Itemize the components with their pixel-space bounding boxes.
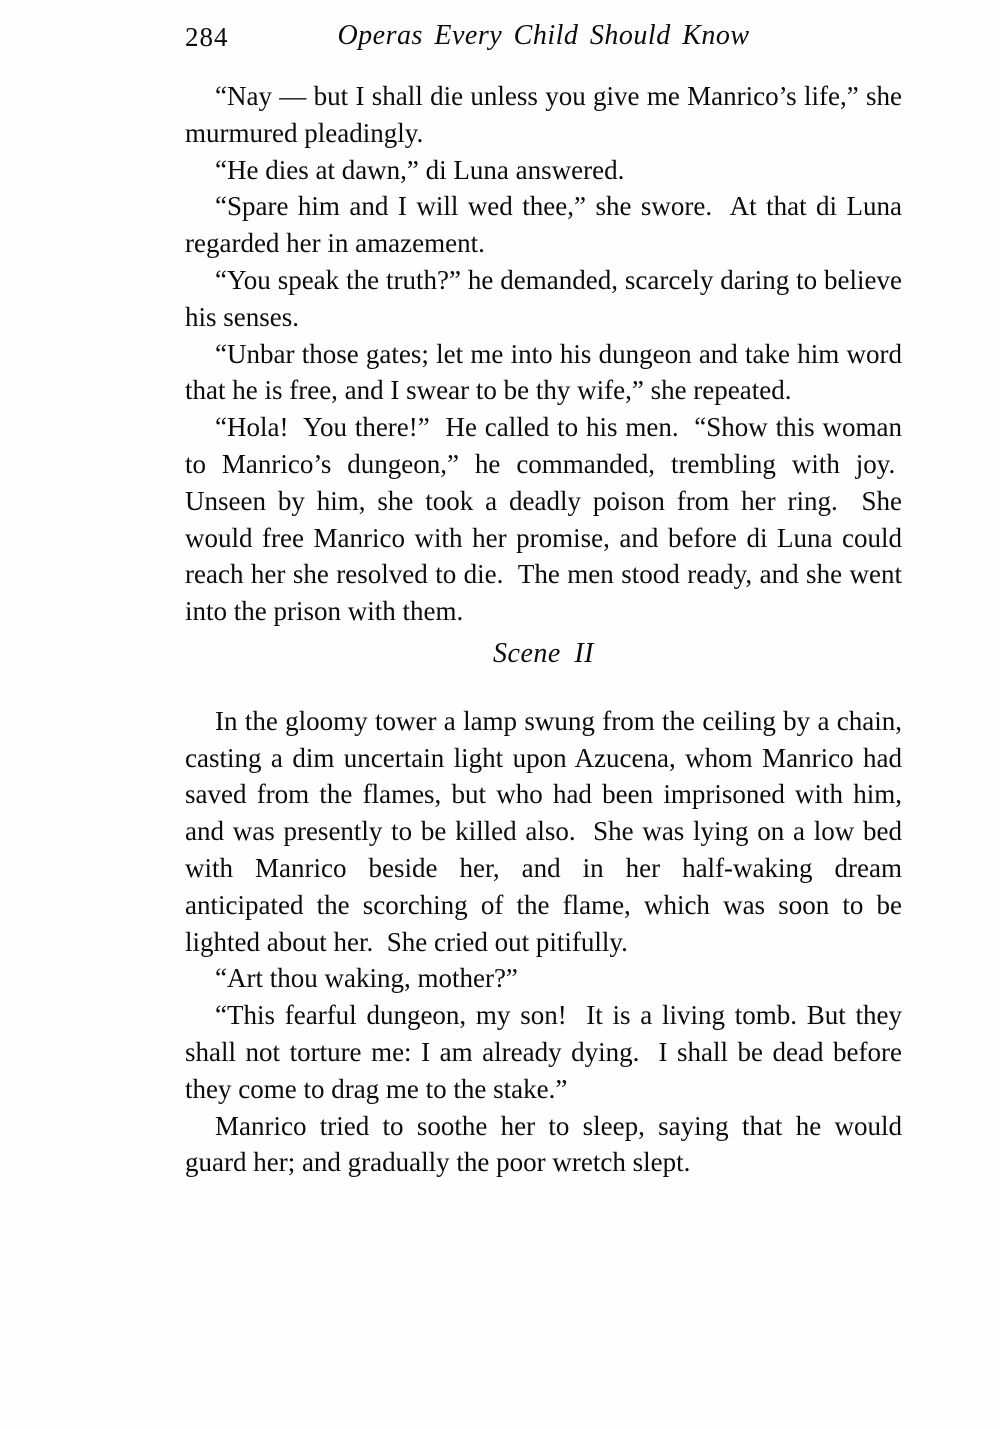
paragraph-fearful-dungeon: “This fearful dungeon, my son! It is a living tomb. But they shall not torture me: I am already dying. I shall be dead before they come to drag me to the stake.” [185, 1000, 902, 1104]
scene-heading: Scene II [493, 637, 594, 669]
running-title: Operas Every Child Should Know [337, 20, 750, 51]
paragraph-spare-him: “Spare him and I will wed thee,” she swore. At that di Luna regarded her in amazement. [185, 191, 902, 259]
paragraph-hola: “Hola! You there!” He called to his men. “Show this woman to Manrico’s dungeon,” he commanded, trembling with joy. Unseen by him, she took a deadly poison from her ring. She would free Manrico with her promise, and before di Luna could reach her she resolved to die. The men stood ready, and she went into the prison with them. [185, 412, 902, 627]
paragraph-art-thou-waking: “Art thou waking, mother?” [215, 963, 518, 994]
paragraph-manrico-soothe: Manrico tried to soothe her to sleep, saying that he would guard her; and gradually the poor wretch slept. [185, 1110, 902, 1178]
paragraph-nay: “Nay — but I shall die unless you give me Manrico’s life,” she murmured pleadingly. [185, 81, 902, 148]
paragraph-gloomy-tower: In the gloomy tower a lamp swung from the ceiling by a chain, casting a dim uncertain light upon Azucena, whom Manrico had saved from the flames, but who had been imprisoned with him, and was presently to be killed also. She was lying on a low bed with Manrico beside her, and in her half-waking dream anticipated the scorching of the flame, which was soon to be lighted about her. She cried out pitifully. [185, 705, 902, 957]
text-block [185, 78, 902, 1181]
page-number: 284 [185, 22, 229, 52]
paragraph-he-dies: “He dies at dawn,” di Luna answered. [215, 154, 625, 185]
paragraph-unbar-gates: “Unbar those gates; let me into his dungeon and take him word that he is free, and I swear to be thy wife,” she repeated. [185, 338, 902, 406]
paragraph-you-speak: “You speak the truth?” he demanded, scarcely daring to believe his senses. [185, 264, 902, 332]
page-header [185, 20, 902, 58]
